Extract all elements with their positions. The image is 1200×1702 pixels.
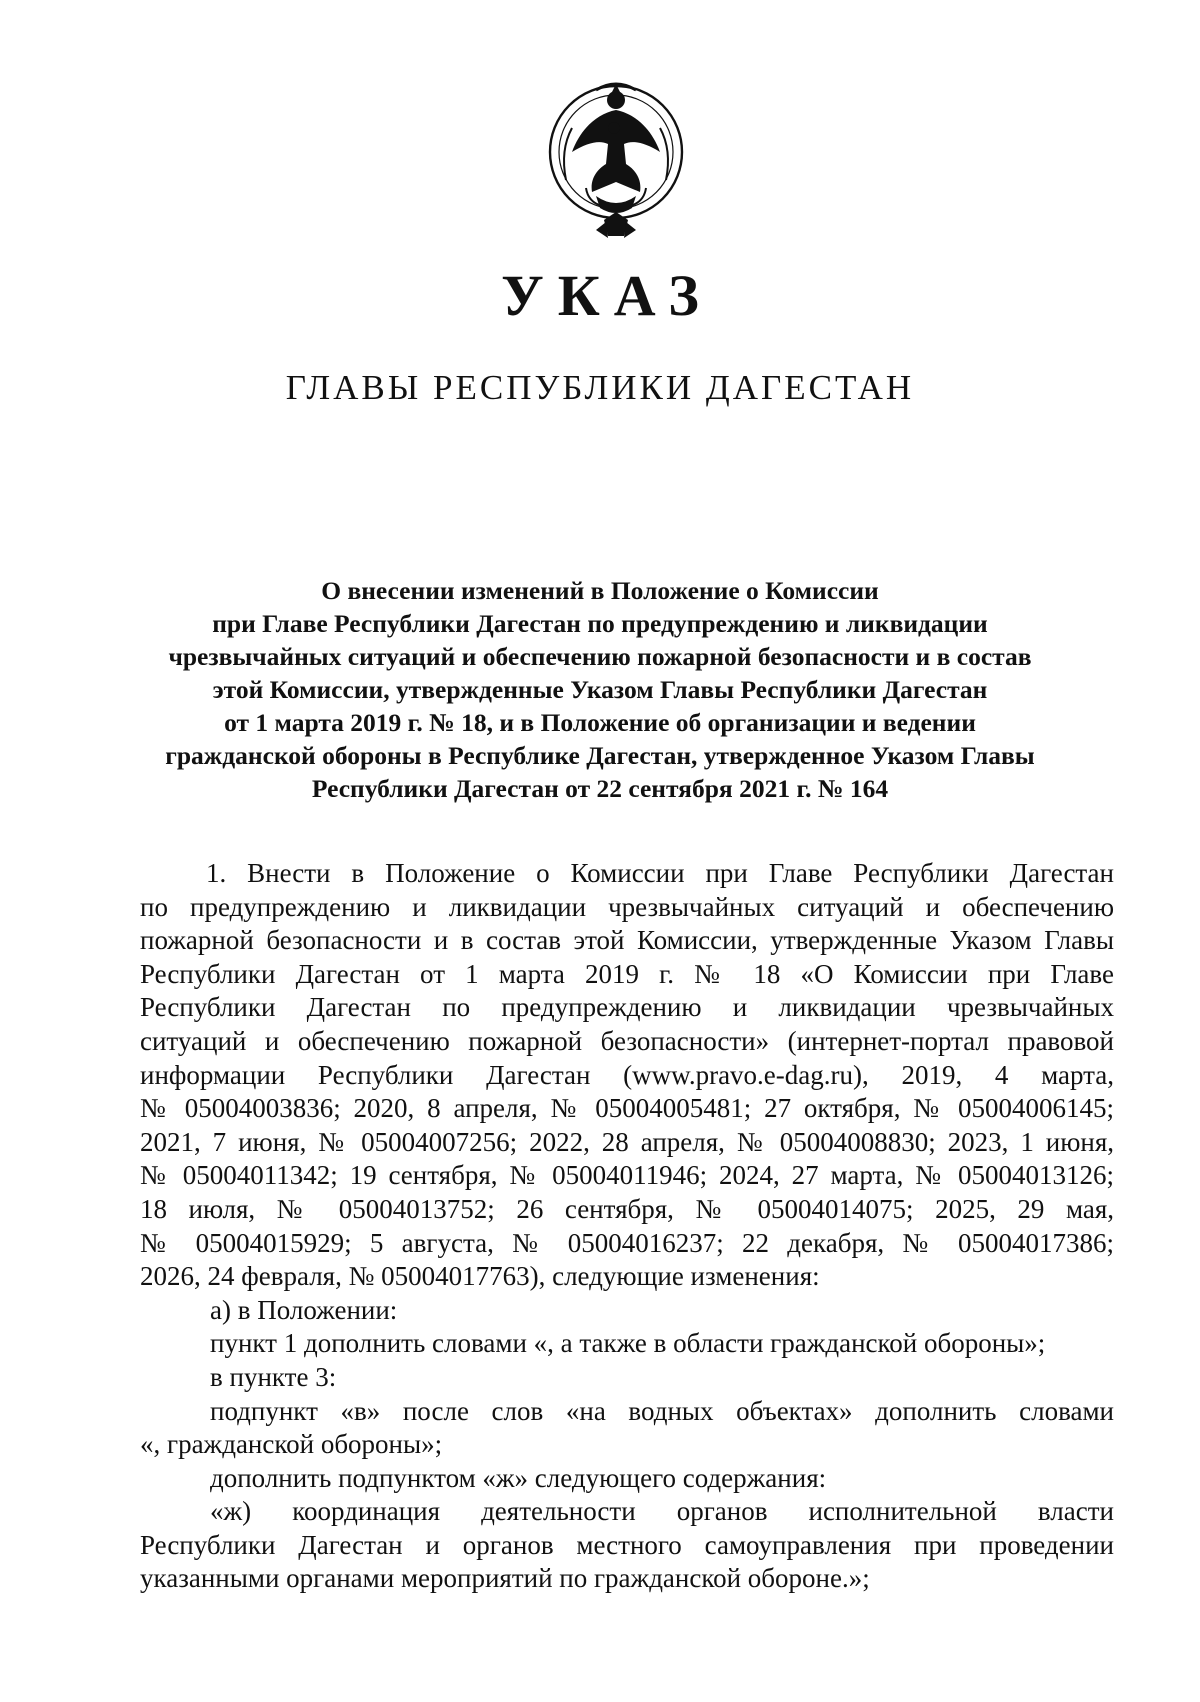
body-line: № 05004011342; 19 сентября, № 05004011946; 2024, 27 марта, № 05004013126; [140, 1160, 1114, 1191]
document-body [140, 857, 1114, 1596]
body-line: а) в Положении: [210, 1294, 398, 1325]
body-line: 2026, 24 февраля, № 05004017763), следующие изменения: [140, 1261, 820, 1292]
body-line: ситуаций и обеспечению пожарной безопасности» (интернет-портал правовой [140, 1025, 1114, 1056]
title-line: при Главе Республики Дагестан по предупреждению и ликвидации [212, 609, 988, 638]
title-line: гражданской обороны в Республике Дагестан, утвержденное Указом Главы [165, 741, 1035, 770]
body-line: по предупреждению и ликвидации чрезвычайных ситуаций и обеспечению [140, 891, 1114, 922]
document-type-heading: УКАЗ [501, 263, 713, 328]
body-line: Республики Дагестан от 1 марта 2019 г. № 18 «О Комиссии при Главе [140, 958, 1114, 989]
body-line: Республики Дагестан по предупреждению и ликвидации чрезвычайных [140, 992, 1114, 1023]
body-line: № 05004003836; 2020, 8 апреля, № 05004005481; 27 октября, № 05004006145; [140, 1093, 1114, 1124]
title-line: от 1 марта 2019 г. № 18, и в Положение об организации и ведении [224, 708, 976, 737]
body-line: Республики Дагестан и органов местного самоуправления при проведении [140, 1529, 1114, 1560]
body-line: дополнить подпунктом «ж» следующего содержания: [210, 1462, 827, 1493]
body-line: № 05004015929; 5 августа, № 05004016237; 22 декабря, № 05004017386; [140, 1227, 1114, 1258]
dagestan-coat-of-arms-icon [536, 70, 696, 248]
body-line: 2021, 7 июня, № 05004007256; 2022, 28 апреля, № 05004008830; 2023, 1 июня, [140, 1126, 1114, 1157]
issuer-heading: ГЛАВЫ РЕСПУБЛИКИ ДАГЕСТАН [285, 368, 915, 407]
body-line: 18 июля, № 05004013752; 26 сентября, № 05004014075; 2025, 29 мая, [140, 1193, 1114, 1224]
body-line: подпункт «в» после слов «на водных объектах» дополнить словами [210, 1395, 1114, 1426]
title-line: чрезвычайных ситуаций и обеспечению пожарной безопасности и в состав [168, 642, 1032, 671]
title-line: О внесении изменений в Положение о Комиссии [321, 576, 879, 605]
body-line: «ж) координация деятельности органов исполнительной власти [210, 1496, 1114, 1527]
body-line: информации Республики Дагестан (www.pravo.e-dag.ru), 2019, 4 марта, [140, 1059, 1114, 1090]
title-line: Республики Дагестан от 22 сентября 2021 г. № 164 [311, 774, 889, 803]
body-line: в пункте 3: [210, 1361, 337, 1392]
title-line: этой Комиссии, утвержденные Указом Главы Республики Дагестан [212, 675, 988, 704]
body-line: пункт 1 дополнить словами «, а также в области гражданской обороны»; [210, 1328, 1046, 1359]
body-line: «, гражданской обороны»; [140, 1429, 443, 1460]
body-line: указанными органами мероприятий по гражданской обороне.»; [140, 1563, 870, 1594]
body-line: 1. Внести в Положение о Комиссии при Главе Республики Дагестан [206, 858, 1114, 888]
body-line: пожарной безопасности и в состав этой Комиссии, утвержденные Указом Главы [140, 925, 1114, 956]
document-title [130, 574, 1070, 805]
